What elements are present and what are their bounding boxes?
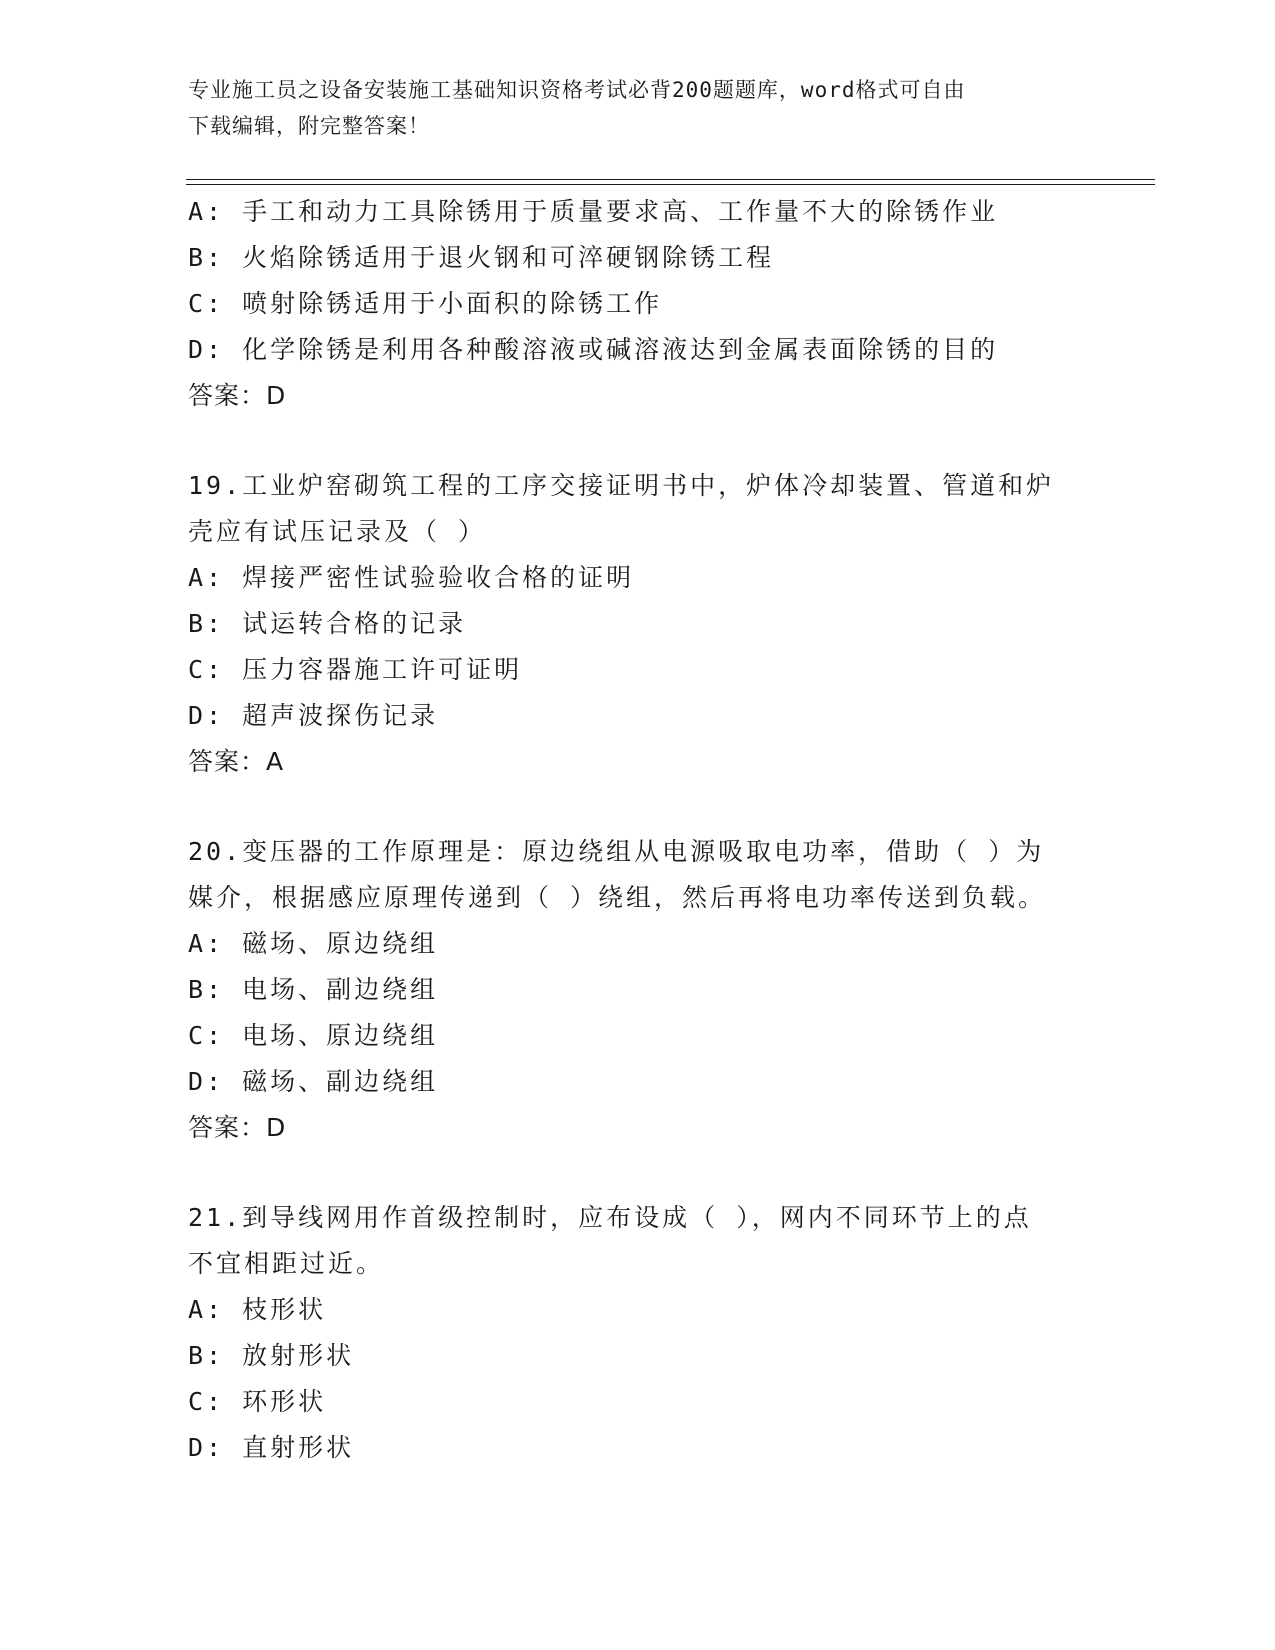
question-21 [188, 1195, 1088, 1471]
option-a: A: 手工和动力工具除锈用于质量要求高、工作量不大的除锈作业 [188, 197, 999, 226]
option-d: D: 直射形状 [188, 1433, 355, 1462]
header-rule-top [186, 179, 1155, 180]
question-text-line-1: 19.工业炉窑砌筑工程的工序交接证明书中，炉体冷却装置、管道和炉 [188, 471, 1055, 500]
question-18 [188, 189, 1088, 419]
option-a: A: 焊接严密性试验验收合格的证明 [188, 563, 635, 592]
question-text-line-2: 媒介，根据感应原理传递到（ ）绕组，然后再将电功率传送到负载。 [188, 883, 1047, 912]
question-text-line-1: 20.变压器的工作原理是：原边绕组从电源吸取电功率，借助（ ）为 [188, 837, 1045, 866]
spacer [188, 1151, 1088, 1195]
answer-label: 答案：A [188, 747, 285, 776]
option-a: A: 枝形状 [188, 1295, 327, 1324]
option-b: B: 电场、副边绕组 [188, 975, 439, 1004]
spacer [188, 419, 1088, 463]
header-line-1: 专业施工员之设备安装施工基础知识资格考试必背200题题库，word格式可自由 [188, 78, 966, 102]
option-c: C: 电场、原边绕组 [188, 1021, 439, 1050]
question-text-line-1: 21.到导线网用作首级控制时，应布设成（ ），网内不同环节上的点 [188, 1203, 1032, 1232]
option-b: B: 火焰除锈适用于退火钢和可淬硬钢除锈工程 [188, 243, 775, 272]
answer-label: 答案：D [188, 381, 287, 410]
question-19 [188, 463, 1088, 785]
document-header [188, 72, 1068, 144]
question-20 [188, 829, 1088, 1151]
option-b: B: 放射形状 [188, 1341, 355, 1370]
option-d: D: 磁场、副边绕组 [188, 1067, 439, 1096]
option-c: C: 喷射除锈适用于小面积的除锈工作 [188, 289, 663, 318]
option-a: A: 磁场、原边绕组 [188, 929, 439, 958]
question-text-line-2: 不宜相距过近。 [188, 1249, 385, 1278]
option-d: D: 化学除锈是利用各种酸溶液或碱溶液达到金属表面除锈的目的 [188, 335, 999, 364]
question-text-line-2: 壳应有试压记录及（ ） [188, 517, 487, 546]
header-rule-bottom [186, 184, 1155, 185]
spacer [188, 785, 1088, 829]
answer-label: 答案：D [188, 1113, 287, 1142]
option-b: B: 试运转合格的记录 [188, 609, 467, 638]
option-c: C: 环形状 [188, 1387, 327, 1416]
option-c: C: 压力容器施工许可证明 [188, 655, 523, 684]
option-d: D: 超声波探伤记录 [188, 701, 439, 730]
header-line-2: 下载编辑，附完整答案！ [188, 114, 430, 138]
question-list [188, 189, 1088, 1471]
